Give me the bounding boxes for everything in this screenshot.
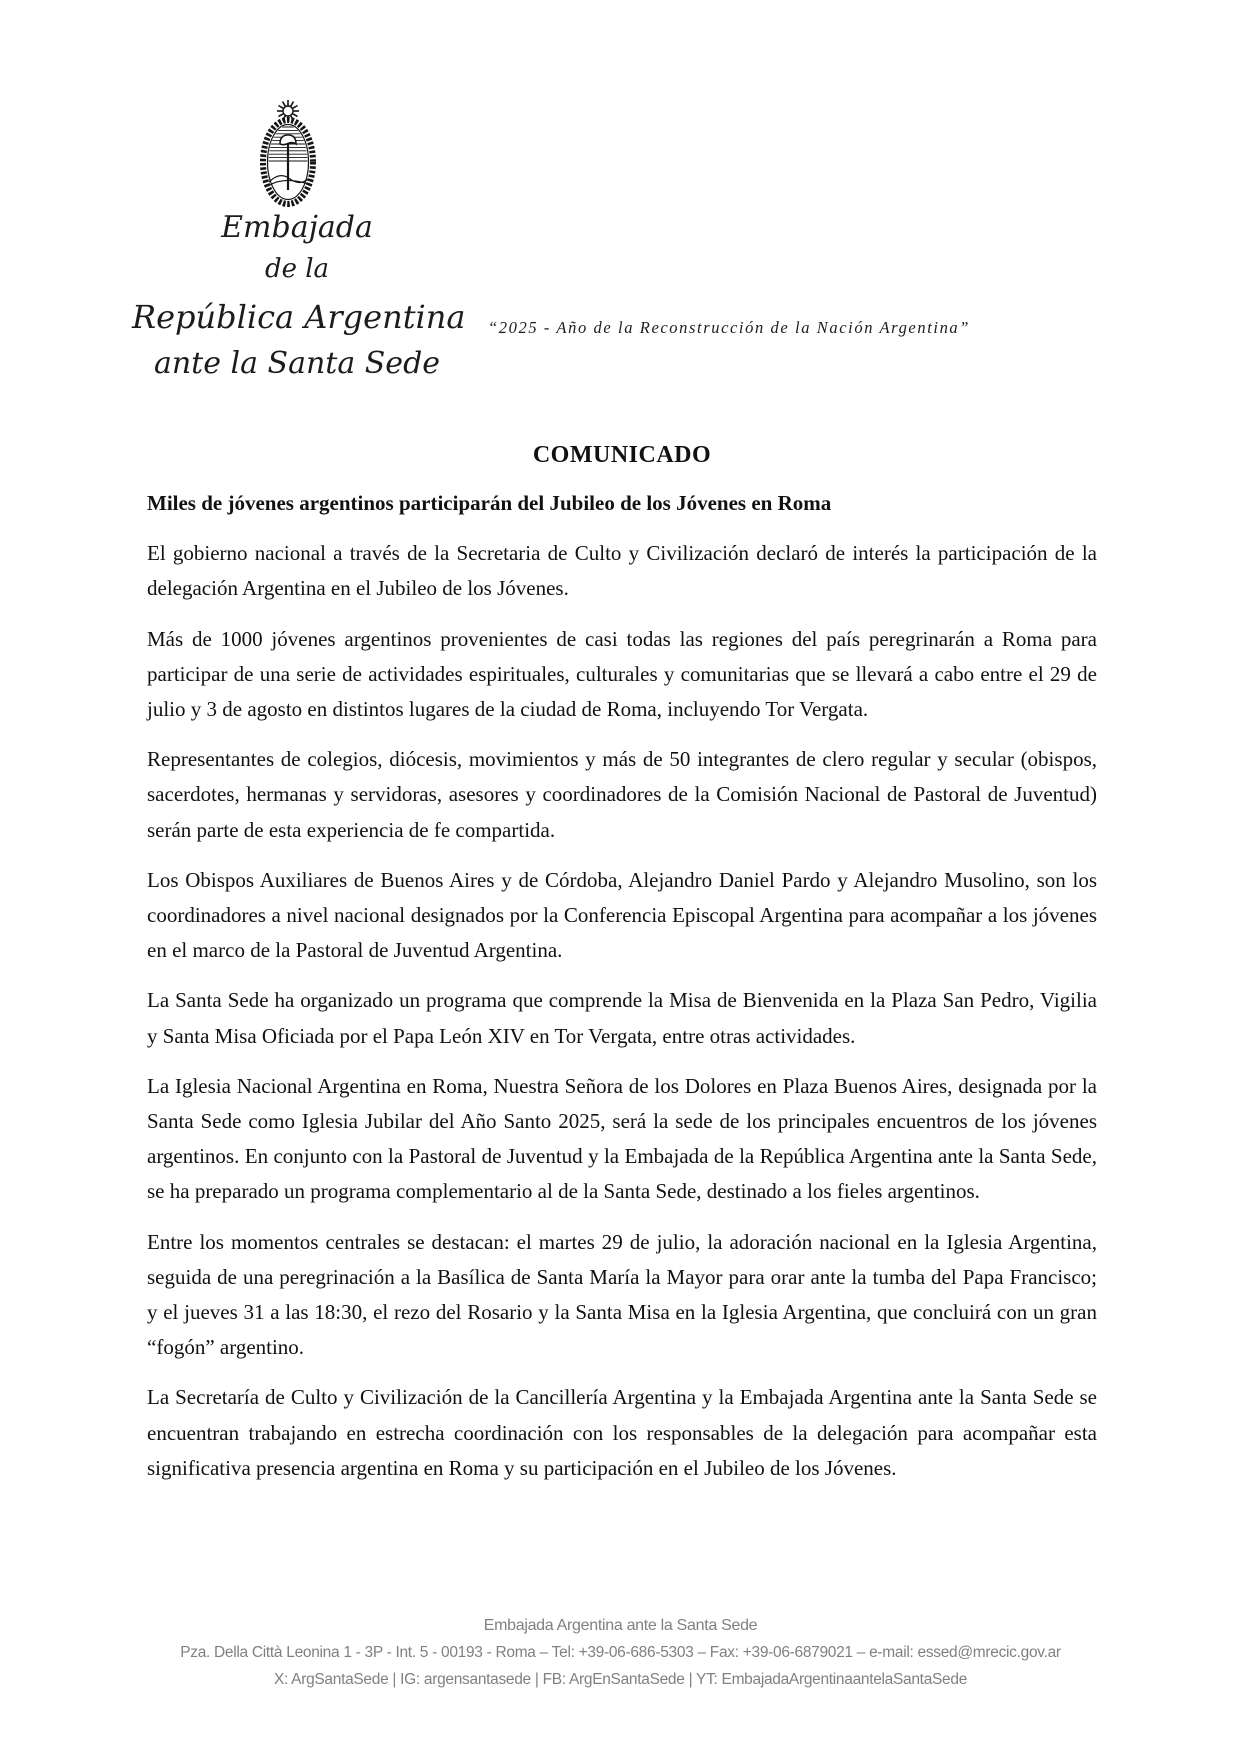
document-body (147, 440, 1097, 1501)
letterhead-line-de-la: de la (264, 254, 330, 284)
paragraph-3: Representantes de colegios, diócesis, movimientos y más de 50 integrantes de clero regular y secular (obispos, sacerdotes, hermanas y servidoras, asesores y coordinadores de la Comisión Nacional de Pastoral de Juventud) serán parte de esta experiencia de fe compartida. (147, 747, 1097, 842)
paragraph-8: La Secretaría de Culto y Civilización de la Cancillería Argentina y la Embajada Argentina ante la Santa Sede se encuentran trabajando en estrecha coordinación con los responsables de la delegación para acompañar esta significativa presencia argentina en Roma y su participación en el Jubileo de los Jóvenes. (147, 1385, 1097, 1480)
paragraph-2: Más de 1000 jóvenes argentinos provenientes de casi todas las regiones del país peregrinarán a Roma para participar de una serie de actividades espirituales, culturales y comunitarias que se llevará a cabo entre el 29 de julio y 3 de agosto en distintos lugares de la ciudad de Roma, incluyendo Tor Vergata. (147, 626, 1097, 722)
paragraph-1: El gobierno nacional a través de la Secretaria de Culto y Civilización declaró de interés la participación de la delegación Argentina en el Jubileo de los Jóvenes. (147, 541, 1097, 601)
argentina-coat-of-arms-icon (252, 98, 324, 212)
footer-social-handles: X: ArgSantaSede | IG: argensantasede | FB: ArgEnSantaSede | YT: EmbajadaArgentinaantelaSantaSede (273, 1671, 968, 1688)
document-headline: Miles de jóvenes argentinos participarán del Jubileo de los Jóvenes en Roma (147, 491, 832, 515)
letterhead-line-ante-la-santa-sede: ante la Santa Sede (153, 346, 441, 381)
footer-address: Pza. Della Città Leonina 1 - 3P - Int. 5 - 00193 - Roma – Tel: +39-06-686-5303 – Fax: +39-06-6879021 – e-mail: essed@mrecic.gov.ar (180, 1644, 1061, 1661)
footer-org-name: Embajada Argentina ante la Santa Sede (483, 1617, 758, 1634)
paragraph-4: Los Obispos Auxiliares de Buenos Aires y de Córdoba, Alejandro Daniel Pardo y Alejandro Musolino, son los coordinadores a nivel nacional designados por la Conferencia Episcopal Argentina para acompañar a los jóvenes en el marco de la Pastoral de Juventud Argentina. (147, 867, 1097, 963)
letterhead-line-embajada: Embajada (221, 210, 373, 245)
year-motto: “2025 - Año de la Reconstrucción de la Nación Argentina” (488, 318, 971, 337)
letterhead-line-republica-argentina: República Argentina (132, 298, 466, 336)
document-title: COMUNICADO (532, 442, 712, 468)
paragraph-7: Entre los momentos centrales se destacan: el martes 29 de julio, la adoración nacional en la Iglesia Argentina, seguida de una peregrinación a la Basílica de Santa María la Mayor para orar ante la tumba del Papa Francisco; y el jueves 31 a las 18:30, el rezo del Rosario y la Santa Misa en la Iglesia Argentina, que concluirá con un gran “fogón” argentino. (147, 1229, 1097, 1360)
paragraph-6: La Iglesia Nacional Argentina en Roma, Nuestra Señora de los Dolores en Plaza Buenos Aires, designada por la Santa Sede como Iglesia Jubilar del Año Santo 2025, será la sede de los principales encuentros de los jóvenes argentinos. En conjunto con la Pastoral de Juventud y la Embajada de la República Argentina ante la Santa Sede, se ha preparado un programa complementario al de la Santa Sede, destinado a los fieles argentinos. (147, 1073, 1097, 1204)
page-footer (0, 1612, 1241, 1693)
paragraph-5: La Santa Sede ha organizado un programa que comprende la Misa de Bienvenida en la Plaza San Pedro, Vigilia y Santa Misa Oficiada por el Papa León XIV en Tor Vergata, entre otras actividades. (147, 988, 1097, 1048)
